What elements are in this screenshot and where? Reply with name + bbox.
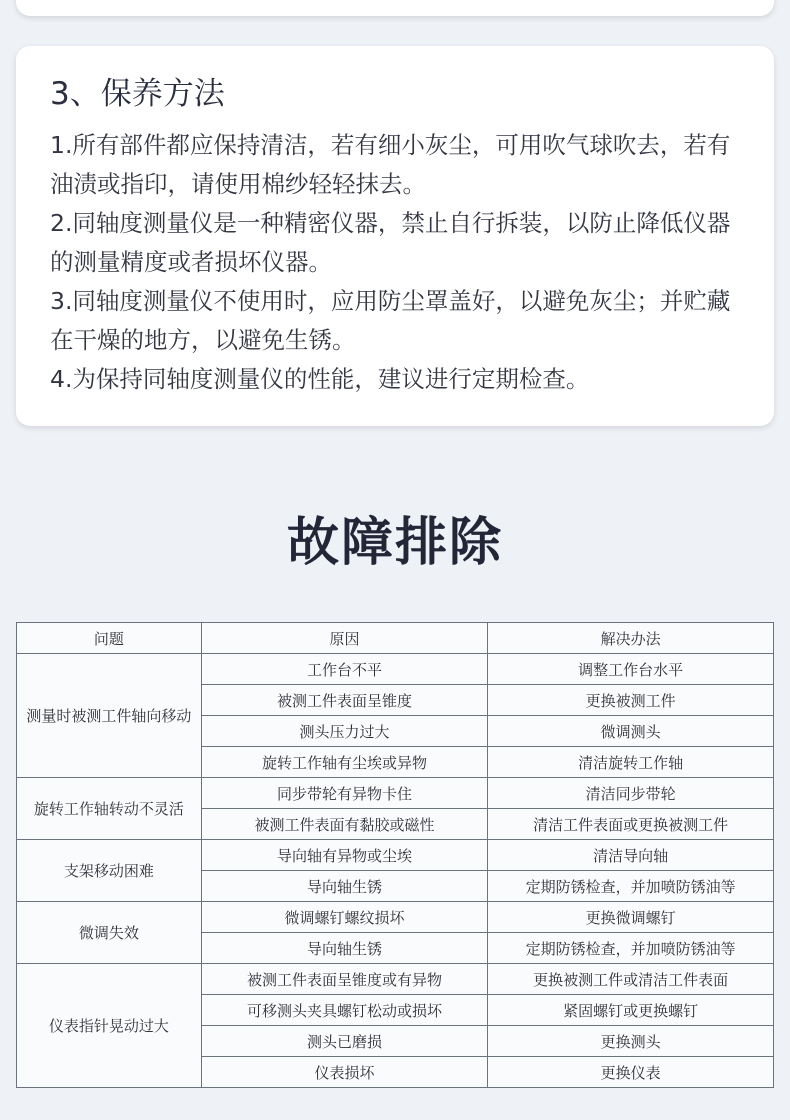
solution-cell: 清洁工件表面或更换被测工件: [488, 809, 774, 840]
troubleshooting-table: [16, 622, 774, 1088]
solution-cell: 定期防锈检查，并加喷防锈油等: [488, 871, 774, 902]
problem-cell: 仪表指针晃动过大: [17, 964, 202, 1088]
solution-cell: 定期防锈检查，并加喷防锈油等: [488, 933, 774, 964]
maintenance-item: 1.所有部件都应保持清洁，若有细小灰尘，可用吹气球吹去，若有油渍或指印，请使用棉纱轻轻抹去。: [50, 131, 731, 198]
solution-cell: 更换被测工件或清洁工件表面: [488, 964, 774, 995]
solution-cell: 微调测头: [488, 716, 774, 747]
cause-cell: 可移测头夹具螺钉松动或损坏: [201, 995, 488, 1026]
cause-cell: 被测工件表面呈锥度: [201, 685, 488, 716]
problem-cell: 旋转工作轴转动不灵活: [17, 778, 202, 840]
cause-cell: 测头已磨损: [201, 1026, 488, 1057]
header-solution: 解决办法: [488, 623, 774, 654]
troubleshooting-title: 故障排除: [286, 513, 503, 573]
maintenance-item: 3.同轴度测量仪不使用时，应用防尘罩盖好，以避免灰尘；并贮藏在干燥的地方，以避免生锈。: [50, 287, 731, 354]
solution-cell: 更换仪表: [488, 1057, 774, 1088]
table-row: [17, 964, 774, 995]
cause-cell: 微调螺钉螺纹损坏: [201, 902, 488, 933]
solution-cell: 清洁旋转工作轴: [488, 747, 774, 778]
solution-cell: 清洁同步带轮: [488, 778, 774, 809]
maintenance-item: 2.同轴度测量仪是一种精密仪器，禁止自行拆装，以防止降低仪器的测量精度或者损坏仪器。: [50, 209, 731, 276]
solution-cell: 调整工作台水平: [488, 654, 774, 685]
header-cause: 原因: [201, 623, 488, 654]
table-body: [17, 654, 774, 1088]
maintenance-list: [50, 126, 750, 399]
cause-cell: 导向轴生锈: [201, 871, 488, 902]
cause-cell: 旋转工作轴有尘埃或异物: [201, 747, 488, 778]
maintenance-item: 4.为保持同轴度测量仪的性能，建议进行定期检查。: [50, 365, 590, 393]
cause-cell: 导向轴生锈: [201, 933, 488, 964]
maintenance-title: 3、保养方法: [50, 76, 225, 112]
cause-cell: 测头压力过大: [201, 716, 488, 747]
cause-cell: 被测工件表面呈锥度或有异物: [201, 964, 488, 995]
problem-cell: 测量时被测工件轴向移动: [17, 654, 202, 778]
table-header-row: [17, 623, 774, 654]
table-row: [17, 778, 774, 809]
problem-cell: 支架移动困难: [17, 840, 202, 902]
maintenance-card: [16, 46, 774, 426]
cause-cell: 工作台不平: [201, 654, 488, 685]
previous-card: [16, 0, 774, 16]
table-row: [17, 902, 774, 933]
cause-cell: 被测工件表面有黏胶或磁性: [201, 809, 488, 840]
cause-cell: 导向轴有异物或尘埃: [201, 840, 488, 871]
table-row: [17, 840, 774, 871]
solution-cell: 更换微调螺钉: [488, 902, 774, 933]
cause-cell: 同步带轮有异物卡住: [201, 778, 488, 809]
solution-cell: 更换测头: [488, 1026, 774, 1057]
problem-cell: 微调失效: [17, 902, 202, 964]
solution-cell: 紧固螺钉或更换螺钉: [488, 995, 774, 1026]
header-problem: 问题: [17, 623, 202, 654]
solution-cell: 更换被测工件: [488, 685, 774, 716]
solution-cell: 清洁导向轴: [488, 840, 774, 871]
table-row: [17, 654, 774, 685]
cause-cell: 仪表损坏: [201, 1057, 488, 1088]
